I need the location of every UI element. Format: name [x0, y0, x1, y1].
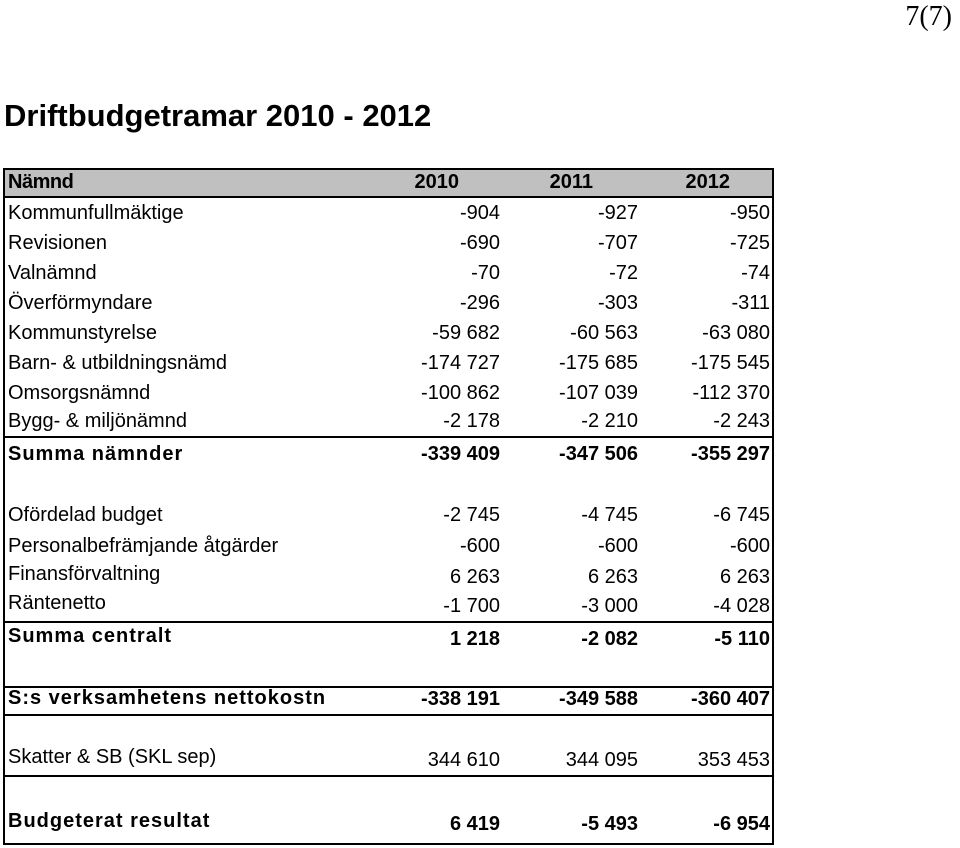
value-2011: -600 — [597, 535, 638, 557]
value-2011: -707 — [597, 232, 638, 254]
subtotal-row — [5, 439, 772, 469]
value-2011: -927 — [597, 202, 638, 224]
value-2011: -107 039 — [559, 382, 638, 404]
table-row — [5, 258, 772, 288]
value-2010: -1 700 — [443, 595, 500, 617]
value-2011: -72 — [609, 262, 638, 284]
row-label: Budgeterat resultat — [8, 810, 211, 832]
value-2010: 344 610 — [427, 749, 500, 771]
value-2012: -63 080 — [702, 322, 770, 344]
table-row — [5, 198, 772, 228]
row-label: Barn- & utbildningsnämd — [8, 352, 228, 374]
header-cell-2010: 2010 — [414, 171, 459, 193]
value-2010: 6 263 — [449, 566, 500, 588]
row-label: Summa centralt — [8, 625, 173, 647]
value-2011: -3 000 — [581, 595, 638, 617]
value-2010: -2 178 — [443, 410, 500, 432]
table-row — [5, 378, 772, 408]
header-cell-namnd: Nämnd — [8, 171, 74, 193]
value-2010: -339 409 — [421, 443, 500, 465]
value-2010: 1 218 — [449, 628, 500, 650]
row-label: Finansförvaltning — [8, 563, 161, 585]
value-2010: -100 862 — [421, 382, 500, 404]
row-label: Bygg- & miljönämnd — [8, 410, 187, 432]
value-2011: -303 — [597, 292, 638, 314]
value-2010: -904 — [459, 202, 500, 224]
value-2011: -347 506 — [559, 443, 638, 465]
row-label: Överförmyndare — [8, 292, 153, 314]
value-2012: -74 — [741, 262, 770, 284]
net-cost-row — [5, 686, 772, 716]
value-2012: -950 — [729, 202, 770, 224]
row-label: Kommunstyrelse — [8, 322, 157, 344]
page-number: 7(7) — [905, 1, 952, 32]
header-cell-2012: 2012 — [685, 171, 730, 193]
table-row — [5, 288, 772, 318]
table-row — [5, 562, 772, 592]
table-row — [5, 500, 772, 530]
subtotal-row — [5, 624, 772, 654]
table-header-row — [5, 168, 772, 198]
value-2012: -175 545 — [691, 352, 770, 374]
page-title: Driftbudgetramar 2010 - 2012 — [4, 98, 432, 133]
tax-row — [5, 747, 772, 777]
value-2011: -5 493 — [581, 813, 638, 835]
table-row — [5, 228, 772, 258]
value-2010: -2 745 — [443, 504, 500, 526]
value-2010: -338 191 — [421, 688, 500, 710]
row-label: Ofördelad budget — [8, 504, 163, 526]
value-2011: -2 210 — [581, 410, 638, 432]
value-2012: 353 453 — [697, 749, 770, 771]
row-label: Summa nämnder — [8, 443, 184, 465]
value-2012: -4 028 — [713, 595, 770, 617]
row-label: S:s verksamhetens nettokostn — [8, 687, 327, 709]
value-2012: -311 — [731, 292, 770, 314]
row-label: Revisionen — [8, 232, 107, 254]
row-label: Valnämnd — [8, 262, 97, 284]
value-2012: -2 243 — [713, 410, 770, 432]
value-2011: 6 263 — [587, 566, 638, 588]
value-2012: -6 954 — [713, 813, 770, 835]
row-label: Kommunfullmäktige — [8, 202, 184, 224]
value-2010: -690 — [459, 232, 500, 254]
result-row — [5, 809, 772, 839]
row-label: Räntenetto — [8, 592, 106, 614]
row-label: Skatter & SB (SKL sep) — [8, 746, 217, 768]
value-2010: -59 682 — [432, 322, 500, 344]
value-2010: -296 — [459, 292, 500, 314]
value-2012: -360 407 — [691, 688, 770, 710]
table-row — [5, 408, 772, 438]
budget-table — [3, 168, 774, 845]
value-2010: -600 — [459, 535, 500, 557]
value-2011: -349 588 — [559, 688, 638, 710]
value-2012: -725 — [729, 232, 770, 254]
value-2010: -70 — [471, 262, 500, 284]
table-row — [5, 318, 772, 348]
value-2011: 344 095 — [565, 749, 638, 771]
value-2011: -2 082 — [581, 628, 638, 650]
value-2012: -6 745 — [713, 504, 770, 526]
value-2010: 6 419 — [449, 813, 500, 835]
value-2012: -5 110 — [714, 628, 770, 650]
table-row — [5, 348, 772, 378]
row-label: Personalbefrämjande åtgärder — [8, 535, 279, 557]
value-2012: -355 297 — [691, 443, 770, 465]
value-2011: -60 563 — [570, 322, 638, 344]
value-2012: -112 370 — [692, 382, 770, 404]
value-2011: -175 685 — [559, 352, 638, 374]
value-2011: -4 745 — [581, 504, 638, 526]
table-row — [5, 531, 772, 561]
value-2012: -600 — [729, 535, 770, 557]
row-label: Omsorgsnämnd — [8, 382, 151, 404]
value-2010: -174 727 — [421, 352, 500, 374]
header-cell-2011: 2011 — [549, 171, 593, 193]
value-2012: 6 263 — [719, 566, 770, 588]
table-row — [5, 593, 772, 623]
